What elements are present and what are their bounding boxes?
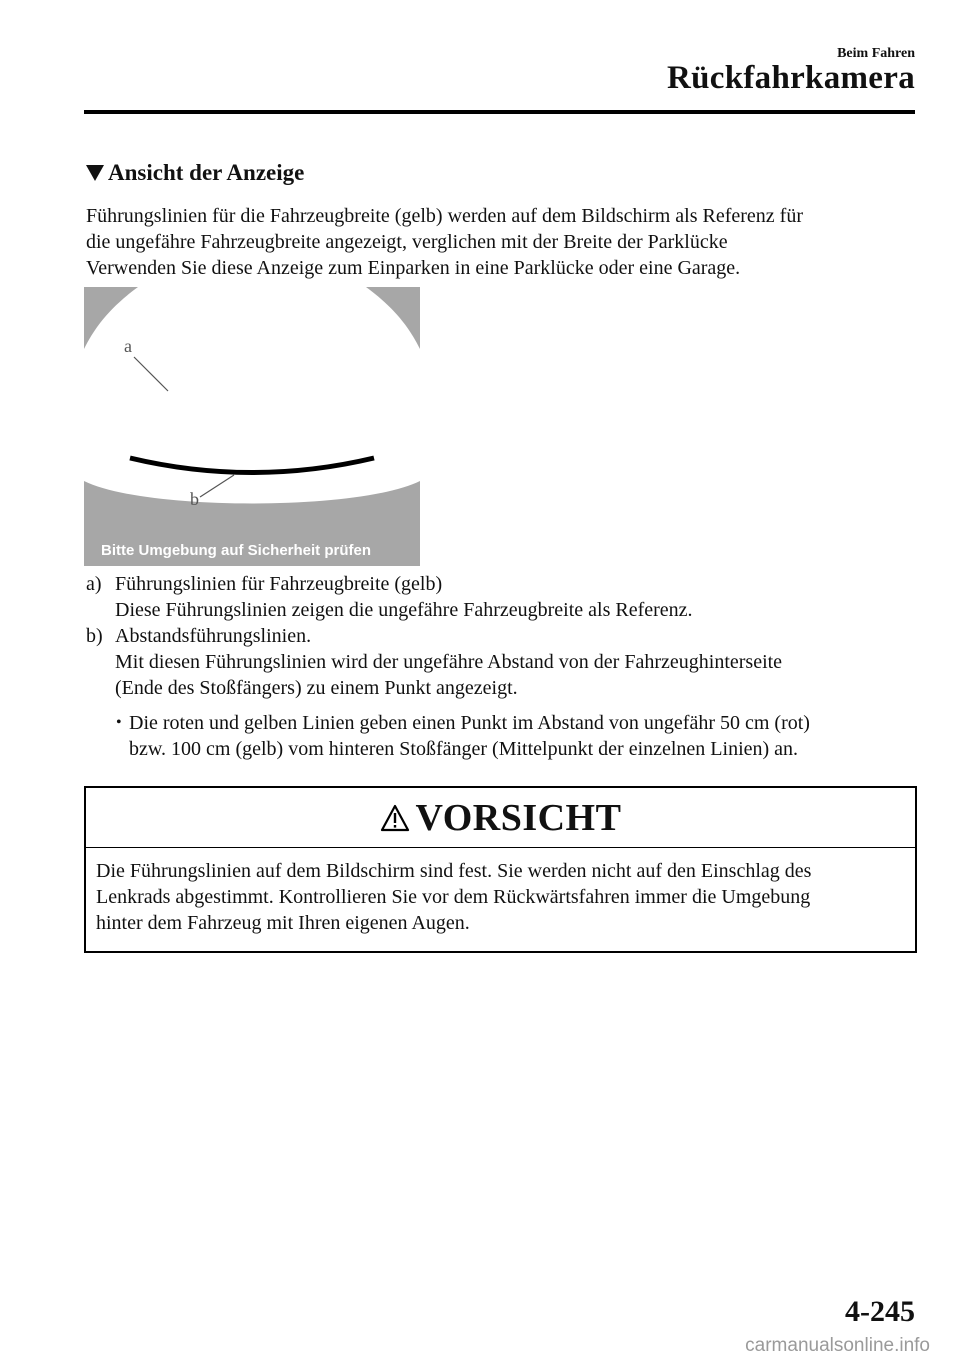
- legend-item: [86, 623, 916, 649]
- caution-title: VORSICHT: [415, 796, 622, 839]
- caution-line: Lenkrads abgestimmt. Kontrollieren Sie vor dem Rückwärtsfahren immer die Umgebung: [96, 886, 811, 908]
- legend-description: (Ende des Stoßfängers) zu einem Punkt angezeigt.: [115, 677, 518, 699]
- caution-body: [86, 848, 915, 936]
- page-number: 4-245: [845, 1295, 915, 1328]
- legend-item: [86, 571, 916, 597]
- legend-title: Führungslinien für Fahrzeugbreite (gelb): [115, 573, 443, 595]
- caution-header: [86, 788, 915, 848]
- legend-key: b): [86, 625, 103, 647]
- bullet-icon: •: [116, 714, 122, 731]
- legend-description: Diese Führungslinien zeigen die ungefähre Fahrzeugbreite als Referenz.: [115, 599, 693, 621]
- leader-line-a: [134, 357, 168, 391]
- bullet-note: [116, 710, 916, 762]
- warning-triangle-icon: [380, 804, 410, 832]
- section-heading-text: Ansicht der Anzeige: [108, 160, 305, 185]
- note-line: Die roten und gelben Linien geben einen Punkt im Abstand von ungefähr 50 cm (rot): [129, 712, 810, 734]
- screen-warning-text: Bitte Umgebung auf Sicherheit prüfen: [100, 542, 372, 559]
- caution-line: hinter dem Fahrzeug mit Ihren eigenen Augen.: [96, 912, 470, 934]
- bullet-note-text: [129, 710, 810, 762]
- camera-screen-background: [84, 287, 420, 566]
- camera-display-figure: [84, 287, 420, 566]
- distance-guide-line-yellow: [156, 411, 348, 417]
- caution-box: [84, 786, 917, 953]
- page-title: Rückfahrkamera: [666, 60, 915, 96]
- leader-line-b: [200, 475, 234, 497]
- header-section-label: Beim Fahren: [837, 46, 915, 61]
- watermark: carmanualsonline.info: [745, 1335, 930, 1356]
- intro-line: die ungefähre Fahrzeugbreite angezeigt, verglichen mit der Breite der Parklücke: [86, 231, 728, 253]
- figure-legend: [86, 571, 916, 701]
- figure-label-b: b: [190, 489, 199, 509]
- figure-label-a: a: [124, 336, 132, 356]
- note-line: bzw. 100 cm (gelb) vom hinteren Stoßfänger (Mittelpunkt der einzelnen Linien) an.: [129, 738, 799, 760]
- legend-description: Mit diesen Führungslinien wird der ungefähre Abstand von der Fahrzeughinterseite: [115, 651, 783, 673]
- intro-line: Führungslinien für die Fahrzeugbreite (gelb) werden auf dem Bildschirm als Referenz für: [86, 205, 803, 227]
- distance-guide-line-red: [130, 458, 374, 473]
- legend-key: a): [86, 573, 102, 595]
- section-heading: [86, 160, 304, 186]
- legend-title: Abstandsführungslinien.: [115, 625, 312, 647]
- intro-line: Verwenden Sie diese Anzeige zum Einparken in eine Parklücke oder eine Garage.: [86, 257, 741, 279]
- header-rule: [84, 110, 915, 114]
- intro-paragraph: [86, 203, 916, 281]
- caution-line: Die Führungslinien auf dem Bildschirm sind fest. Sie werden nicht auf den Einschlag des: [96, 860, 812, 882]
- triangle-down-icon: [86, 165, 104, 181]
